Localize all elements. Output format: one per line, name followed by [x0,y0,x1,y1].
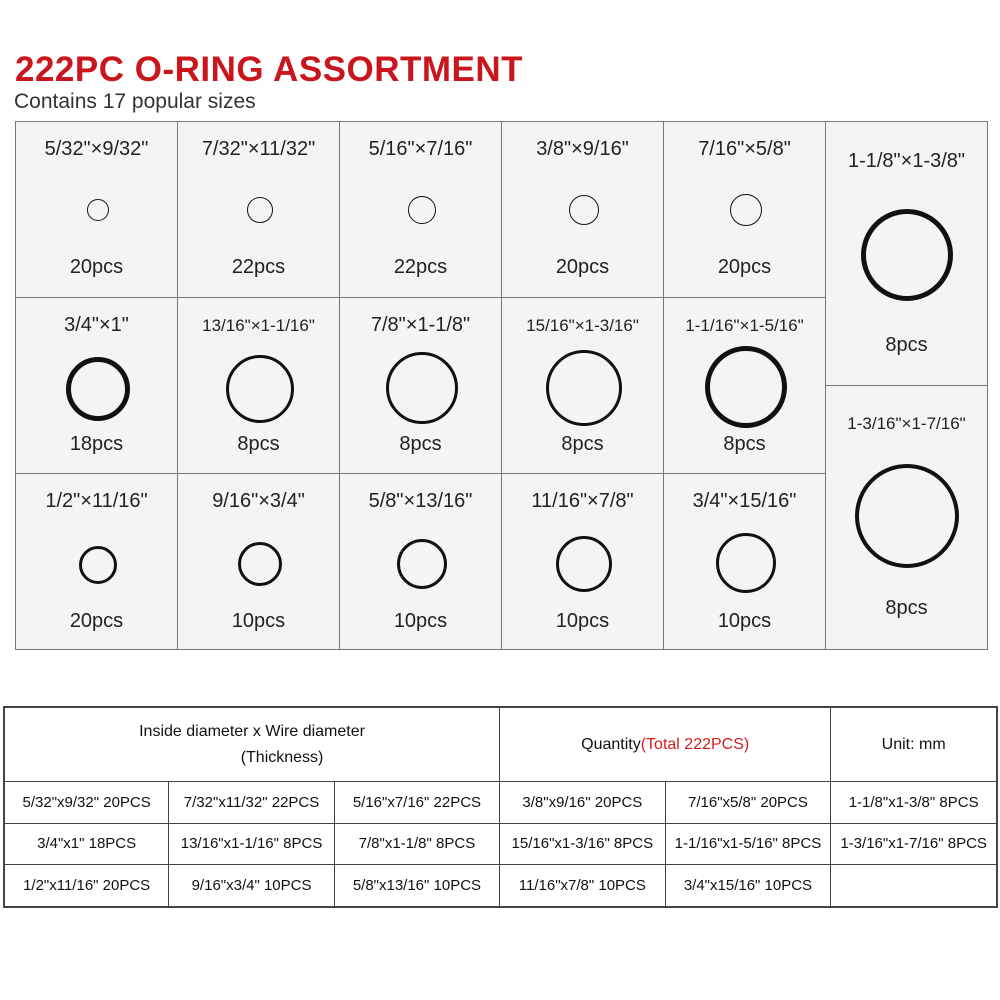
o-ring-icon [397,539,447,589]
size-label: 13/16"×1-1/16" [202,316,315,335]
size-label: 5/16"×7/16" [368,138,473,160]
size-label: 1/2"×11/16" [45,490,148,512]
size-label: 7/32"×11/32" [201,138,316,160]
header-quantity-label: Quantity [581,735,641,753]
page-subtitle: Contains 17 popular sizes [14,90,256,113]
quantity-label: 8pcs [399,433,442,455]
o-ring-icon [386,352,458,424]
size-label: 9/16"×3/4" [212,490,305,512]
o-ring-icon [705,346,787,428]
o-ring-cell [177,297,340,474]
table-cell: 1/2"x11/16" 20PCS [5,865,169,907]
quantity-label: 22pcs [231,256,286,278]
quantity-label: 8pcs [237,433,280,455]
o-ring-cell [339,473,502,650]
quantity-label: 10pcs [555,610,610,632]
quantity-label: 10pcs [717,610,772,632]
page-title: 222PC O-RING ASSORTMENT [15,50,524,89]
table-cell: 1-1/16"x1-5/16" 8PCS [665,823,831,865]
table-cell [831,865,997,907]
table-cell: 3/4"x1" 18PCS [5,823,169,865]
quantity-label: 20pcs [717,256,772,278]
size-label: 1-3/16"×1-7/16" [847,414,966,433]
table-cell: 9/16"x3/4" 10PCS [169,865,335,907]
o-ring-cell [339,297,502,474]
o-ring-cell [501,473,664,650]
table-cell: 7/32"x11/32" 22PCS [169,782,335,824]
o-ring-icon [87,199,109,221]
table-cell: 1-1/8"x1-3/8" 8PCS [831,782,997,824]
size-label: 3/8"×9/16" [536,138,629,160]
quantity-label: 20pcs [69,256,124,278]
header-quantity [500,708,831,782]
quantity-label: 8pcs [561,433,604,455]
o-ring-icon [569,195,599,225]
quantity-label: 8pcs [723,433,766,455]
table-header-row [5,708,997,782]
header-quantity-total: (Total 222PCS) [640,735,750,753]
size-label: 15/16"×1-3/16" [526,316,639,335]
o-ring-cell [15,473,178,650]
table-row [5,823,997,865]
size-label: 3/4"×15/16" [692,490,797,512]
o-ring-cell [825,121,988,386]
header-dimensions-line1: Inside diameter x Wire diameter [139,722,365,740]
table-cell: 13/16"x1-1/16" 8PCS [169,823,335,865]
table-cell: 11/16"x7/8" 10PCS [500,865,666,907]
quantity-label: 8pcs [885,334,928,356]
o-ring-cell [825,385,988,650]
o-ring-cell [15,297,178,474]
header-dimensions-line2: (Thickness) [240,748,324,766]
table-cell: 15/16"x1-3/16" 8PCS [500,823,666,865]
size-label: 1-1/16"×1-5/16" [685,316,804,335]
o-ring-icon [546,350,622,426]
o-ring-cell [177,121,340,298]
table-cell: 5/8"x13/16" 10PCS [334,865,499,907]
o-ring-grid [15,121,988,650]
o-ring-icon [79,546,117,584]
header-unit: Unit: mm [831,708,997,782]
o-ring-cell [177,473,340,650]
o-ring-cell [15,121,178,298]
o-ring-cell [339,121,502,298]
table-cell: 5/32"x9/32" 20PCS [5,782,169,824]
quantity-label: 8pcs [885,597,928,619]
o-ring-cell [663,297,826,474]
o-ring-icon [716,533,776,593]
quantity-label: 20pcs [555,256,610,278]
table-cell: 1-3/16"x1-7/16" 8PCS [831,823,997,865]
table-cell: 3/4"x15/16" 10PCS [665,865,831,907]
table-cell: 7/8"x1-1/8" 8PCS [334,823,499,865]
quantity-label: 18pcs [69,433,124,455]
size-label: 7/8"×1-1/8" [370,314,471,336]
spec-table [3,706,998,908]
size-label: 7/16"×5/8" [698,138,791,160]
size-label: 5/32"×9/32" [44,138,149,160]
o-ring-cell [663,121,826,298]
size-label: 1-1/8"×1-3/8" [847,150,966,172]
o-ring-icon [66,357,130,421]
size-label: 3/4"×1" [64,314,129,336]
quantity-label: 22pcs [393,256,448,278]
o-ring-icon [247,197,273,223]
o-ring-icon [855,464,959,568]
table-cell: 5/16"x7/16" 22PCS [334,782,499,824]
o-ring-icon [408,196,436,224]
quantity-label: 10pcs [231,610,286,632]
table-row [5,865,997,907]
quantity-label: 20pcs [69,610,124,632]
o-ring-cell [663,473,826,650]
o-ring-icon [238,542,282,586]
header-dimensions [5,708,500,782]
quantity-label: 10pcs [393,610,448,632]
o-ring-icon [730,194,762,226]
o-ring-cell [501,297,664,474]
size-label: 5/8"×13/16" [368,490,473,512]
table-cell: 3/8"x9/16" 20PCS [500,782,666,824]
o-ring-icon [556,536,612,592]
table-cell: 7/16"x5/8" 20PCS [665,782,831,824]
o-ring-icon [861,209,953,301]
o-ring-cell [501,121,664,298]
o-ring-icon [226,355,294,423]
size-label: 11/16"×7/8" [531,490,634,512]
table-row [5,782,997,824]
